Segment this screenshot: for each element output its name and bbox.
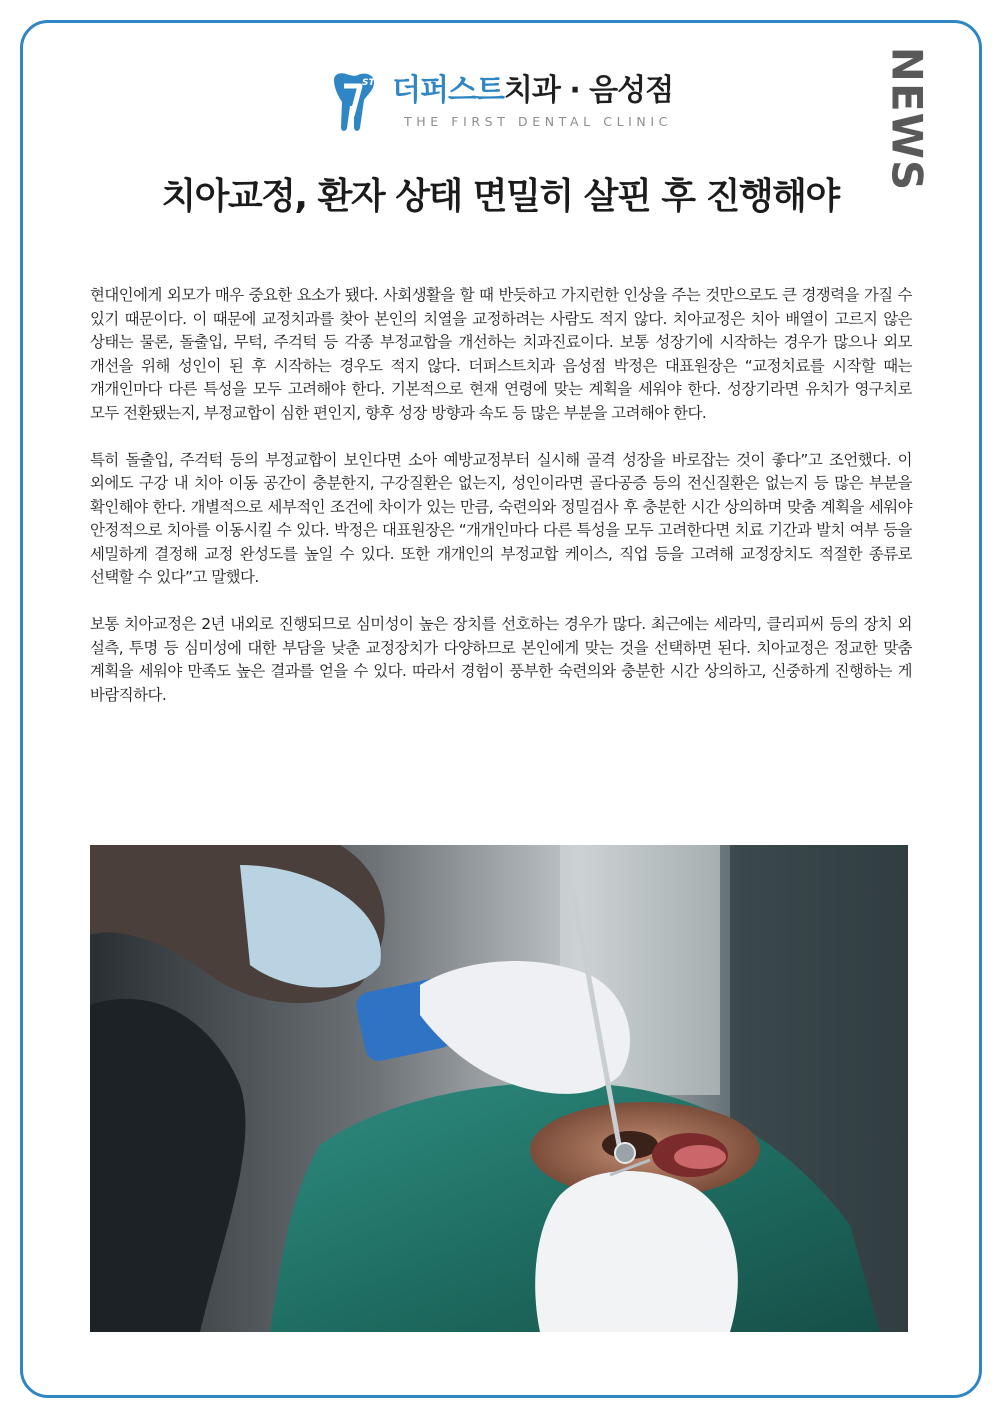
news-label bbox=[882, 46, 932, 191]
article-body bbox=[90, 284, 912, 731]
article-paragraph: 특히 돌출입, 주걱턱 등의 부정교합이 보인다면 소아 예방교정부터 실시해 골격 성장을 바로잡는 것이 좋다”고 조언했다. 이 외에도 구강 내 치아 이동 공간이 충분한지, 구강질환은 없는지, 성인이라면 골다공증 등의 전신질환은 없는지 등 많은 부분을 확인해야 한다. 개별적으로 세부적인 조건에 차이가 있는 만큼, 숙련의와 정밀검사 후 충분한 시간 상의하며 맞춤 계획을 세워야 안정적으로 치아를 이동시킬 수 있다. 박정은 대표원장은 “개개인마다 다른 특성을 모두 고려한다면 치료 기간과 발치 여부 등을 세밀하게 결정해 교정 완성도를 높일 수 있다. 또한 개개인의 부정교합 케이스, 직업 등을 고려해 교정장치도 적절한 종류로 선택할 수 있다”고 말했다. bbox=[90, 450, 912, 586]
clinic-logo bbox=[330, 70, 675, 136]
clinic-name-branch: 치과 · 음성점 bbox=[503, 73, 674, 108]
article-headline: 치아교정, 환자 상태 면밀히 살핀 후 진행해야 bbox=[161, 176, 839, 217]
clinic-name-brand: 더퍼스트 bbox=[392, 73, 504, 108]
clinic-name bbox=[392, 74, 673, 108]
dental-treatment-photo bbox=[90, 845, 908, 1332]
logo-mark-text: ST bbox=[362, 78, 375, 88]
article-paragraph: 현대인에게 외모가 매우 중요한 요소가 됐다. 사회생활을 할 때 반듯하고 가지런한 인상을 주는 것만으로도 큰 경쟁력을 가질 수 있기 때문이다. 이 때문에 교정치과를 찾아 본인의 치열을 교정하려는 사람도 적지 않다. 치아교정은 치아 배열이 고르지 않은 상태는 물론, 돌출입, 무턱, 주걱턱 등 각종 부정교합을 개선하는 치과진료이다. 보통 성장기에 시작하는 경우가 많으나 외모 개선을 위해 성인이 된 후 시작하는 경우도 적지 않다. 더퍼스트치과 음성점 박정은 대표원장은 “교정치료를 시작할 때는 개개인마다 다른 특성을 모두 고려해야 한다. 기본적으로 현재 연령에 맞는 계획을 세워야 한다. 성장기라면 유치가 영구치로 모두 전환됐는지, 부정교합이 심한 편인지, 향후 성장 방향과 속도 등 많은 부분을 고려해야 한다. bbox=[90, 286, 912, 422]
news-label-text: NEWS bbox=[882, 46, 932, 191]
clinic-name-english: THE FIRST DENTAL CLINIC bbox=[404, 114, 672, 129]
article-paragraph: 보통 치아교정은 2년 내외로 진행되므로 심미성이 높은 장치를 선호하는 경우가 많다. 최근에는 세라믹, 클리피씨 등의 장치 외 설측, 투명 등 심미성에 대한 부담을 낮춘 교정장치가 다양하므로 본인에게 맞는 것을 선택하면 된다. 치아교정은 정교한 맞춤 계획을 세워야 만족도 높은 결과를 얻을 수 있다. 따라서 경험이 풍부한 숙련의와 충분한 시간 상의하고, 신중하게 진행하는 게 바람직하다. bbox=[90, 615, 912, 704]
tooth-logo-icon bbox=[330, 72, 378, 134]
